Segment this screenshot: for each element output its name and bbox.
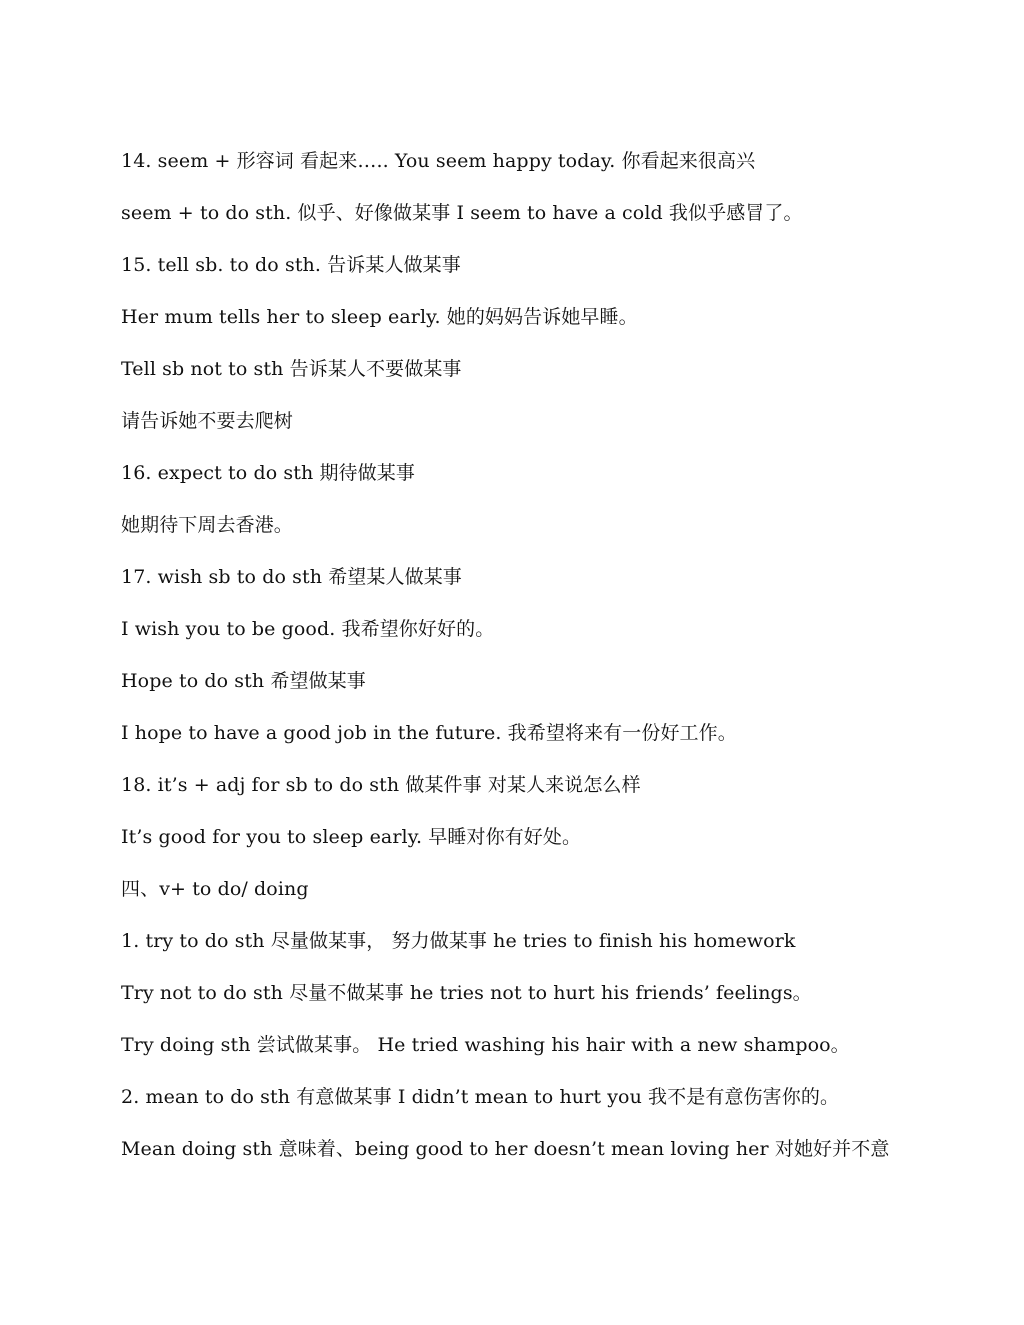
text-line-16: 1. try to do sth 尽量做某事， 努力做某事 he tries to finish his homework	[121, 930, 796, 952]
text-line-19: 2. mean to do sth 有意做某事 I didn’t mean to hurt you 我不是有意伤害你的。	[121, 1086, 840, 1108]
text-line-6: 请告诉她不要去爬树	[121, 410, 293, 432]
text-line-4: Her mum tells her to sleep early. 她的妈妈告诉她早睡。	[121, 306, 638, 328]
text-line-13: 18. it’s + adj for sb to do sth 做某件事 对某人来说怎么样	[121, 774, 641, 796]
text-line-5: Tell sb not to sth 告诉某人不要做某事	[121, 358, 462, 380]
text-line-14: It’s good for you to sleep early. 早睡对你有好处。	[121, 826, 582, 848]
text-line-10: I wish you to be good. 我希望你好好的。	[121, 618, 495, 640]
text-line-9: 17. wish sb to do sth 希望某人做某事	[121, 566, 462, 588]
text-line-12: I hope to have a good job in the future. 我希望将来有一份好工作。	[121, 722, 737, 744]
text-line-8: 她期待下周去香港。	[121, 514, 293, 536]
text-line-20: Mean doing sth 意味着、being good to her doesn’t mean loving her 对她好并不意	[121, 1138, 890, 1160]
text-line-1: 14. seem + 形容词 看起来….. You seem happy today. 你看起来很高兴	[121, 150, 756, 172]
text-line-3: 15. tell sb. to do sth. 告诉某人做某事	[121, 254, 461, 276]
text-line-17: Try not to do sth 尽量不做某事 he tries not to hurt his friends’ feelings。	[121, 982, 812, 1004]
text-line-7: 16. expect to do sth 期待做某事	[121, 462, 415, 484]
text-line-15: 四、v+ to do/ doing	[121, 878, 309, 900]
text-line-2: seem + to do sth. 似乎、好像做某事 I seem to have a cold 我似乎感冒了。	[121, 202, 803, 224]
text-line-18: Try doing sth 尝试做某事。 He tried washing his hair with a new shampoo。	[121, 1034, 850, 1056]
text-line-11: Hope to do sth 希望做某事	[121, 670, 366, 692]
